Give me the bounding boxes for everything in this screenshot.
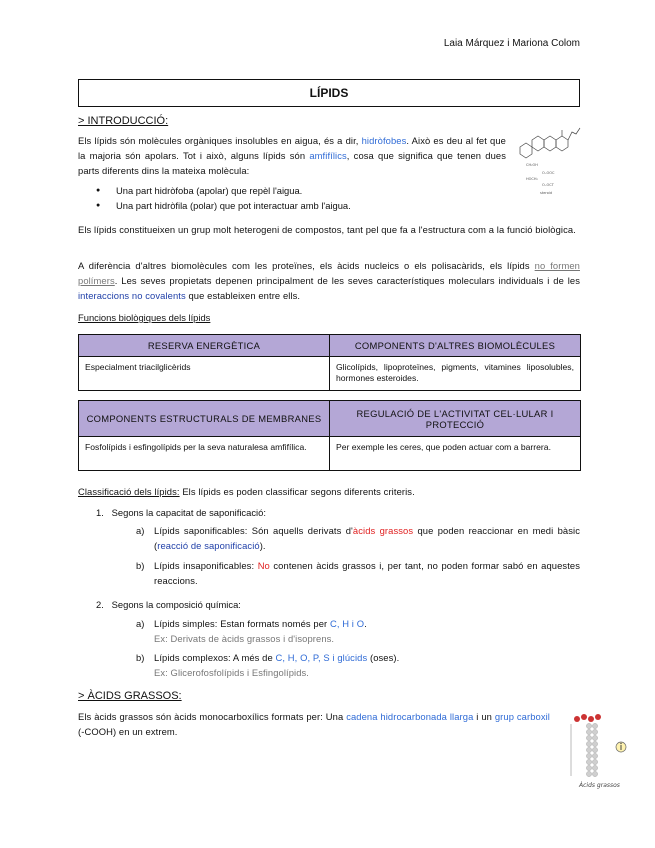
svg-text:CH₂OH: CH₂OH [526, 163, 538, 167]
term-no-polimers: no formen polímers [78, 260, 580, 286]
intro-paragraph-2: Els lípids constitueixen un grup molt heterogeni de compostos, tant pel que fa a l'estructura com a la funció biològica. [78, 224, 576, 235]
classificacio-heading: Classificació dels lípids: [78, 486, 180, 497]
authors: Laia Márquez i Mariona Colom [443, 38, 580, 49]
table-header: REGULACIÓ DE L'ACTIVITAT CEL·LULAR I PROTECCIÓ [330, 401, 581, 437]
acids-paragraph: Els àcids grassos són àcids monocarboxílics formats per: Una cadena hidrocarbonada llarga i un grup carboxil (-COOH) en un extrem. [78, 711, 550, 737]
term-cadena: cadena hidrocarbonada llarga [346, 711, 474, 722]
functions-table-1 [78, 334, 581, 391]
criteria-2: 2. Segons la composició química: [96, 599, 241, 610]
funcions-heading: Funcions biològiques dels lípids [78, 312, 211, 323]
svg-text:O–OOC: O–OOC [542, 171, 555, 175]
table-cell: Fosfolípids i esfingolípids per la seva naturalesa amfifílica. [79, 437, 330, 471]
table-header: COMPONENTS ESTRUCTURALS DE MEMBRANES [79, 401, 330, 437]
intro-heading: > INTRODUCCIÓ: [78, 115, 169, 127]
table-cell: Glicolípids, lipoproteïnes, pigments, vitamines liposolubles, hormones esteroides. [330, 357, 581, 391]
lipid-molecule-figure [512, 122, 582, 197]
list-item: ● Una part hidròfoba (apolar) que repèl l'aigua. [78, 183, 518, 198]
fatty-acid-figure [565, 710, 630, 792]
fatty-acid-chain-icon [571, 714, 601, 777]
functions-table-2 [78, 400, 581, 471]
insaponificable-item: b) Lípids insaponificables: No contenen àcids grassos i, per tant, no poden formar sabó en aquestes reaccions. [136, 560, 581, 586]
table-cell: Per exemple les ceres, que poden actuar com a barrera. [330, 437, 581, 471]
svg-text:steroid: steroid [540, 191, 553, 195]
criteria-1: 1. Segons la capacitat de saponificació: [96, 507, 266, 518]
intro-paragraph-3: A diferència d'altres biomolècules com les proteïnes, els àcids nucleics o els polisacàrids, els lípids no formen polímers. Les seves propietats depenen principalment de les seves característiques moleculars individuals i de les interaccions no covalents que estableixen entre ells. [78, 260, 580, 301]
svg-text:O–OCT: O–OCT [542, 183, 554, 187]
term-grup-carboxil: grup carboxil [494, 711, 550, 722]
table-cell: Especialment triacilglicèrids [79, 357, 330, 391]
page-title-box [78, 79, 580, 107]
term-hidrofobes: hidròfobes [361, 135, 407, 146]
figure-caption: Àcids grassos [579, 782, 620, 789]
info-icon [616, 742, 626, 752]
lipids-simples-item: a) Lípids simples: Estan formats només per C, H i O. Ex: Derivats de àcids grassos i d'isoprens. [136, 618, 367, 644]
page-title: LÍPIDS [309, 86, 349, 100]
acids-heading: > ÀCIDS GRASSOS: [78, 690, 182, 702]
list-item: ● Una part hidròfila (polar) que pot interactuar amb l'aigua. [78, 198, 518, 213]
classificacio-intro: Classificació dels lípids: Els lípids es poden classificar segons diferents criteris. [78, 486, 415, 497]
lipids-complexos-item: b) Lípids complexos: A més de C, H, O, P, S i glúcids (oses). Ex: Glicerofosfolípids i Esfingolípids. [136, 652, 400, 678]
table-header: COMPONENTS D'ALTRES BIOMOLÈCULES [330, 335, 581, 357]
intro-paragraph-1: Els lípids són molècules orgàniques insolubles en aigua, és a dir, hidròfobes. Això es deu al fet que la majoria són apolars. Tot i això, alguns lípids són amfifílics, cosa que significa que tenen dues parts diferents dins la mateixa molècula: [78, 135, 506, 176]
polarity-bullet-list [78, 183, 518, 213]
saponificable-item: a) Lípids saponificables: Són aquells derivats d'àcids grassos que poden reaccionar en medi bàsic (reacció de saponificació). [136, 525, 581, 551]
table-header: RESERVA ENERGÈTICA [79, 335, 330, 357]
svg-text:HOCH₂: HOCH₂ [526, 177, 538, 181]
term-amfifilics: amfifílics [309, 150, 347, 161]
term-interaccions: interaccions no covalents [78, 290, 186, 301]
